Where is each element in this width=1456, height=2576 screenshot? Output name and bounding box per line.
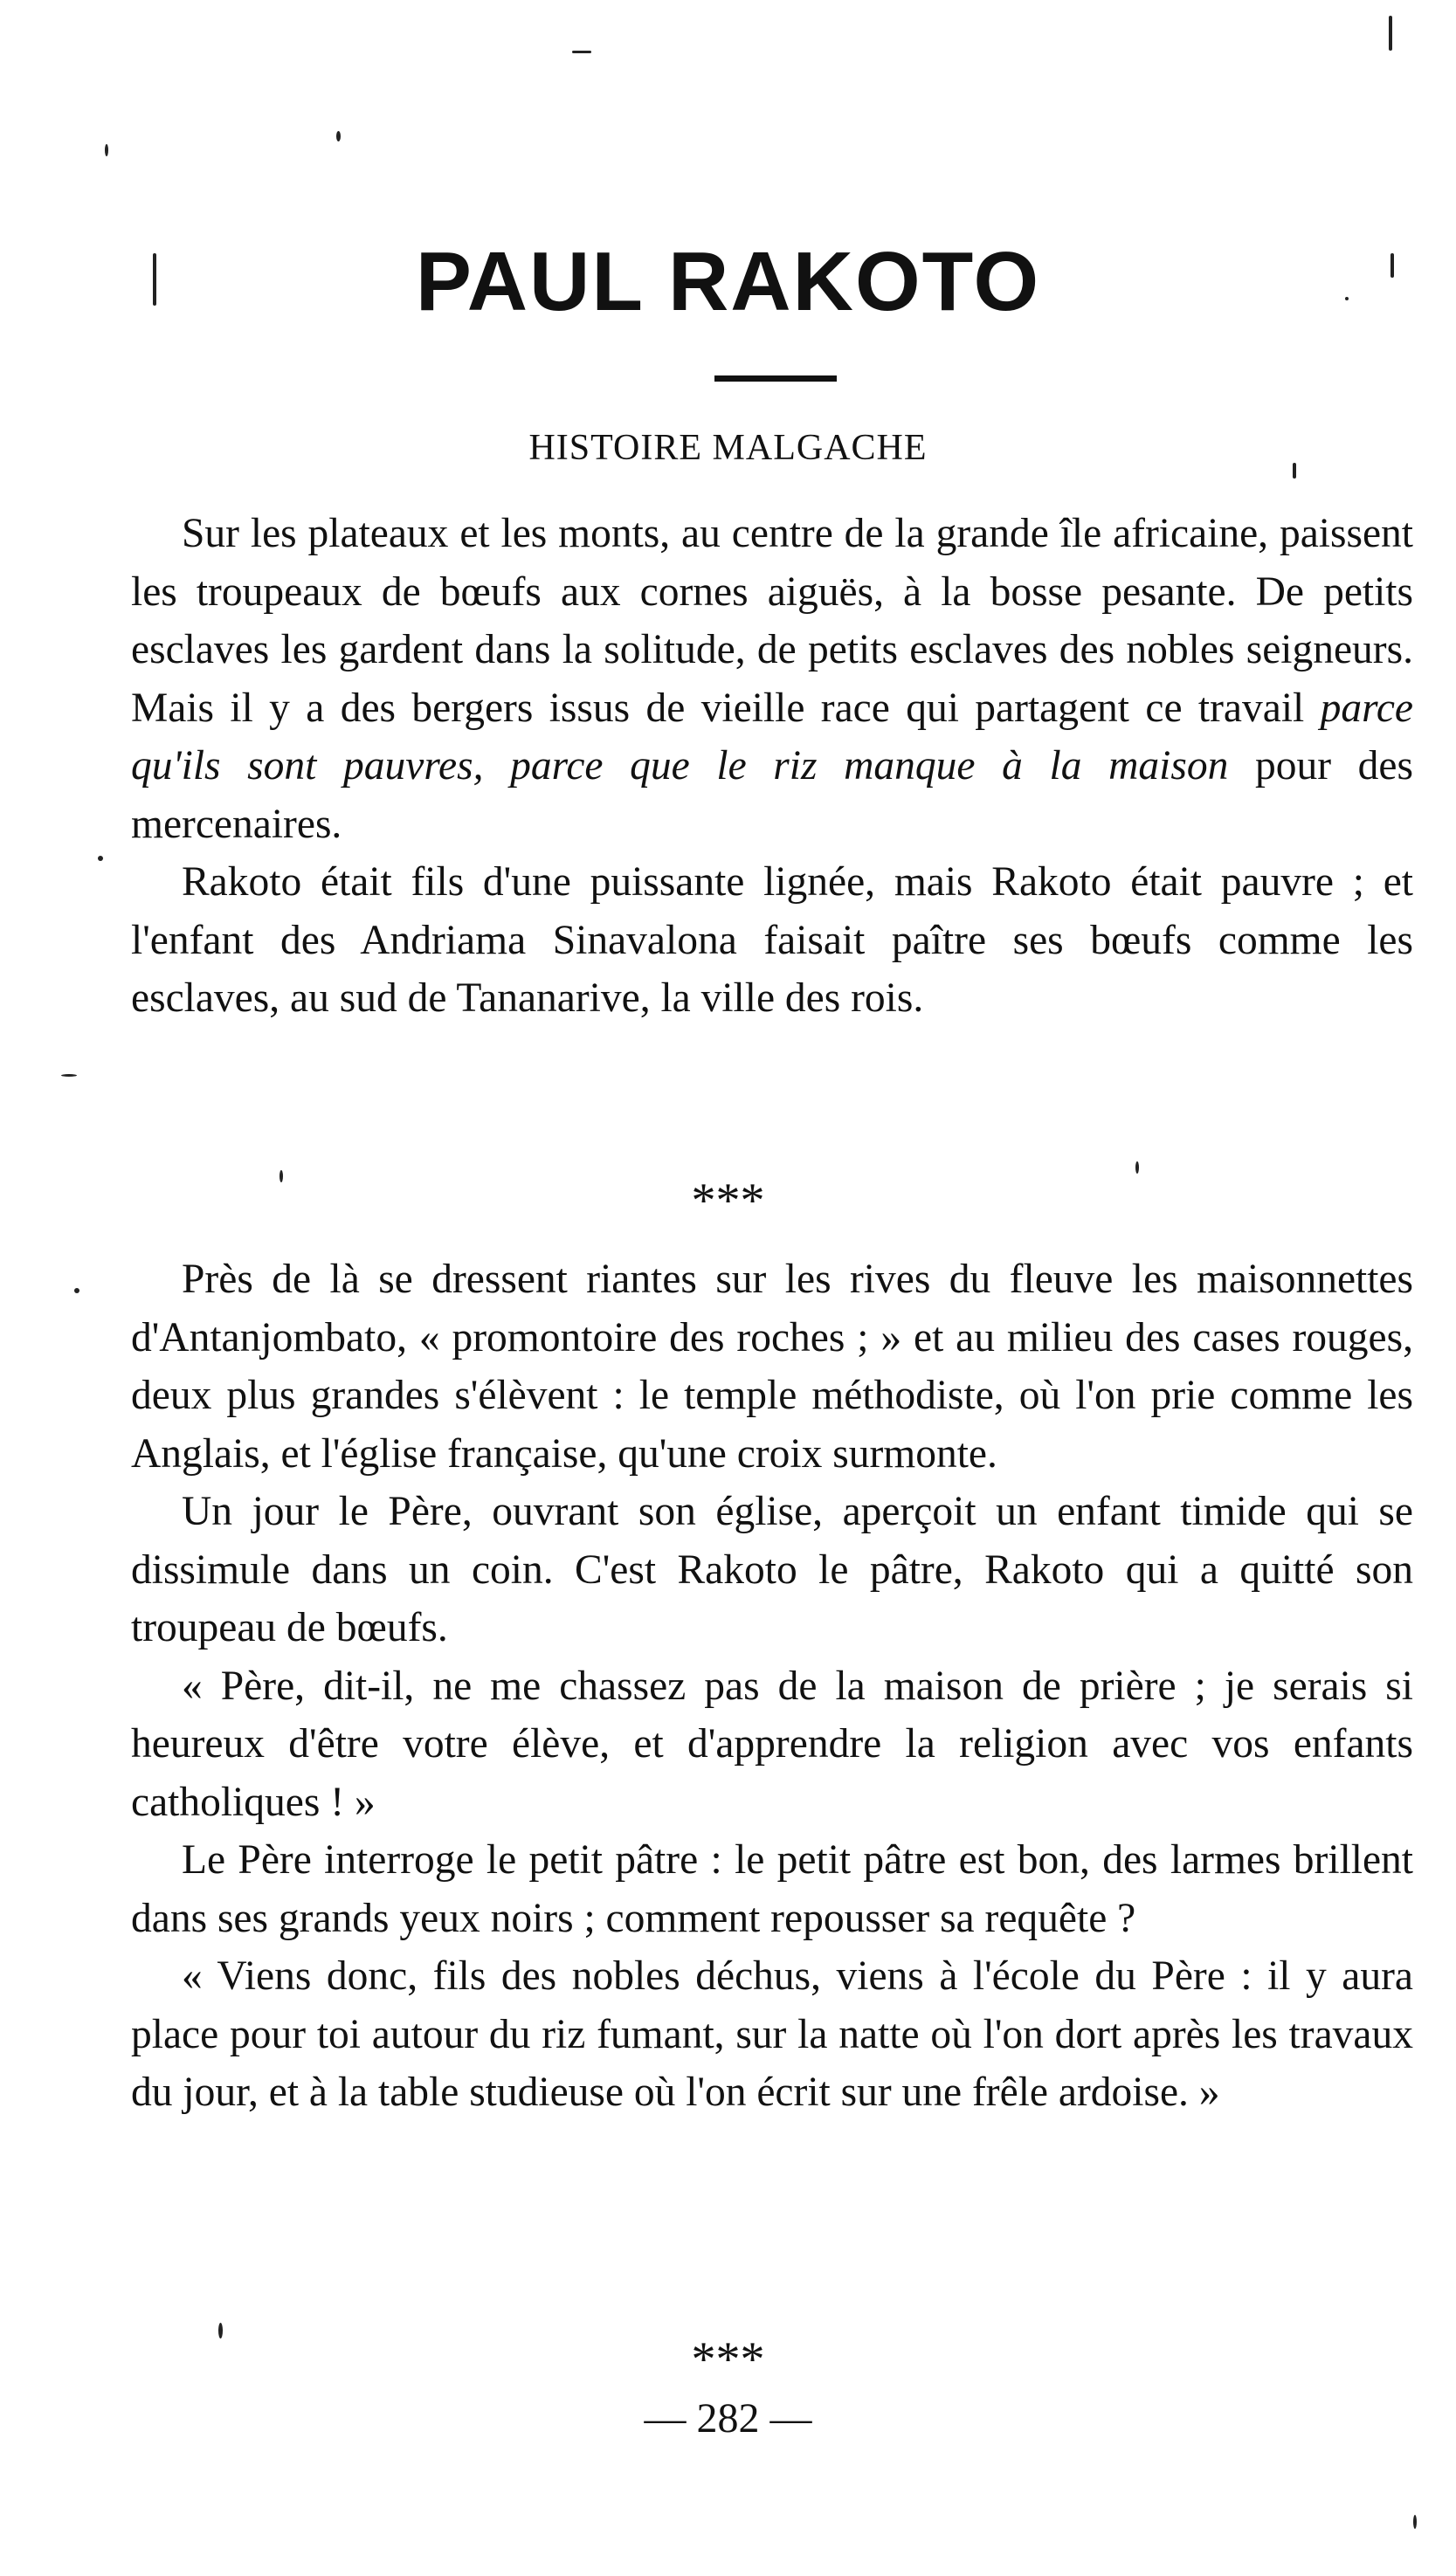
paragraph-text: pour des mercenaires. <box>131 743 1413 847</box>
scan-speck <box>74 1288 79 1293</box>
paragraph <box>131 505 1413 853</box>
title-rule <box>714 375 837 382</box>
scan-speck <box>105 144 108 156</box>
paragraph: Rakoto était fils d'une puissante lignée, mais Rakoto était pauvre ; et l'enfant des Andriama Sinavalona faisait paître ses bœufs comme les esclaves, au sud de Tananarive, la ville des rois. <box>131 859 1413 1021</box>
paragraph: Le Père interroge le petit pâtre : le petit pâtre est bon, des larmes brillent dans ses grands yeux noirs ; comment repousser sa requête ? <box>131 1837 1413 1941</box>
paragraph-italic-text: parce qu'ils sont pauvres, parce que le riz manque à la maison <box>131 685 1413 789</box>
paragraph: « Père, dit-il, ne me chassez pas de la maison de prière ; je serais si heureux d'être votre élève, et d'apprendre la religion avec vos enfants catholiques ! » <box>131 1663 1413 1825</box>
paragraph: Près de là se dressent riantes sur les rives du fleuve les maisonnettes d'Antanjombato, « promontoire des roches ; » et au milieu des cases rouges, deux plus grandes s'élèvent : le temple méthodiste, où l'on prie comme les Anglais, et l'église française, qu'une croix surmonte. <box>131 1257 1413 1477</box>
paragraph: Un jour le Père, ouvrant son église, aperçoit un enfant timide qui se dissimule dans un coin. C'est Rakoto le pâtre, Rakoto qui a quitté son troupeau de bœufs. <box>131 1489 1413 1650</box>
page-title: PAUL RAKOTO <box>415 235 1041 328</box>
section-2 <box>131 1250 1413 2122</box>
page-number: — 282 — <box>644 2395 812 2442</box>
scan-speck <box>61 1074 77 1077</box>
section-break-asterisks: *** <box>691 2332 765 2387</box>
section-break-asterisks: *** <box>691 1174 765 1228</box>
scan-speck <box>1389 16 1392 51</box>
section-break <box>0 2333 1456 2386</box>
paragraph-text: Sur les plateaux et les monts, au centre de la grande île africaine, paissent les troupeaux de bœufs aux cornes aiguës, à la bosse pesante. De petits esclaves les gardent dans la solitude, de petits esclaves des nobles seigneurs. Mais il y a des bergers issus de vieille race qui partagent ce travail <box>131 511 1413 731</box>
page-subtitle: HISTOIRE MALGACHE <box>528 428 928 468</box>
paragraph: « Viens donc, fils des nobles déchus, viens à l'école du Père : il y aura place pour toi autour du riz fumant, sur la natte où l'on dort après les travaux du jour, et à la table studieuse où l'on écrit sur une frêle ardoise. » <box>131 1953 1413 2115</box>
scan-speck <box>98 856 103 861</box>
scan-speck <box>1135 1161 1139 1174</box>
section-break <box>0 1174 1456 1227</box>
scan-speck <box>1413 2515 1417 2529</box>
scan-speck <box>336 131 341 141</box>
section-1 <box>131 505 1413 1028</box>
scan-speck <box>572 51 591 53</box>
